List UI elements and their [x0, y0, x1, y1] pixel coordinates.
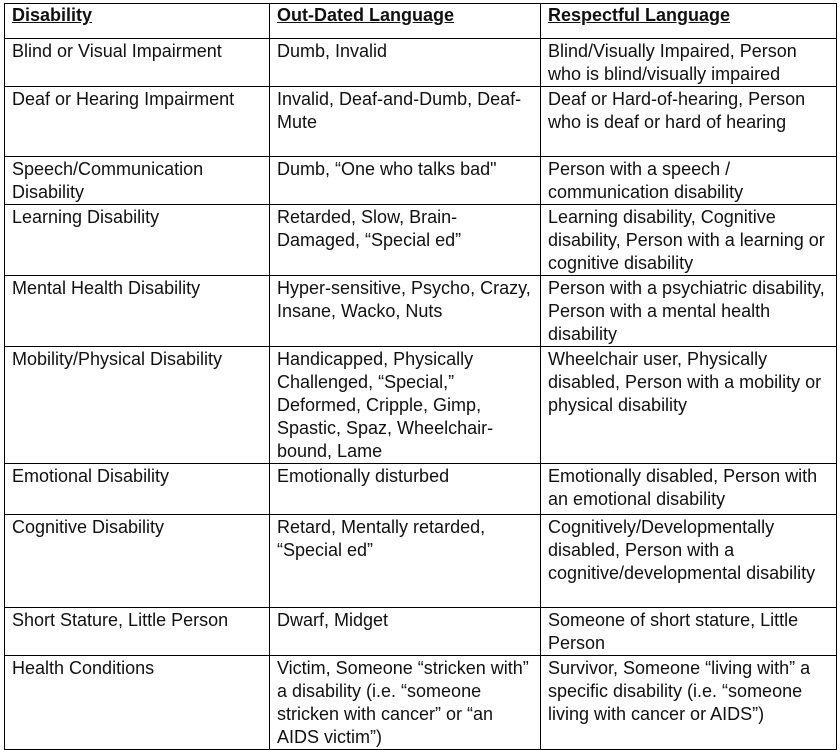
disability-cell: Emotional Disability: [5, 464, 270, 515]
disability-cell: Mental Health Disability: [5, 276, 270, 347]
disability-cell: Speech/Communication Disability: [5, 157, 270, 205]
table-row: [5, 608, 837, 656]
table-row: [5, 656, 837, 750]
disability-language-table: [4, 3, 837, 750]
respectful-cell: Blind/Visually Impaired, Person who is blind/visually impaired: [541, 39, 837, 87]
respectful-cell: Deaf or Hard-of-hearing, Person who is deaf or hard of hearing: [541, 87, 837, 157]
table-row: [5, 276, 837, 347]
outdated-cell: Dumb, Invalid: [270, 39, 541, 87]
disability-cell: Deaf or Hearing Impairment: [5, 87, 270, 157]
header-disability: Disability: [5, 4, 270, 39]
outdated-cell: Emotionally disturbed: [270, 464, 541, 515]
disability-cell: Cognitive Disability: [5, 515, 270, 608]
respectful-cell: Someone of short stature, Little Person: [541, 608, 837, 656]
respectful-cell: Wheelchair user, Physically disabled, Person with a mobility or physical disability: [541, 347, 837, 464]
outdated-cell: Dwarf, Midget: [270, 608, 541, 656]
respectful-cell: Survivor, Someone “living with” a specific disability (i.e. “someone living with cancer or AIDS”): [541, 656, 837, 750]
respectful-cell: Learning disability, Cognitive disability, Person with a learning or cognitive disability: [541, 205, 837, 276]
table-row: [5, 157, 837, 205]
outdated-cell: Handicapped, Physically Challenged, “Special,” Deformed, Cripple, Gimp, Spastic, Spaz, Wheelchair-bound, Lame: [270, 347, 541, 464]
outdated-cell: Victim, Someone “stricken with” a disability (i.e. “someone stricken with cancer” or “an AIDS victim”): [270, 656, 541, 750]
outdated-cell: Retarded, Slow, Brain-Damaged, “Special ed”: [270, 205, 541, 276]
table-row: [5, 39, 837, 87]
table-row: [5, 515, 837, 608]
header-row: [5, 4, 837, 39]
disability-cell: Mobility/Physical Disability: [5, 347, 270, 464]
respectful-cell: Person with a psychiatric disability, Person with a mental health disability: [541, 276, 837, 347]
disability-cell: Short Stature, Little Person: [5, 608, 270, 656]
respectful-cell: Emotionally disabled, Person with an emotional disability: [541, 464, 837, 515]
outdated-cell: Invalid, Deaf-and-Dumb, Deaf-Mute: [270, 87, 541, 157]
header-respectful-language: Respectful Language: [541, 4, 837, 39]
respectful-cell: Person with a speech / communication disability: [541, 157, 837, 205]
disability-cell: Learning Disability: [5, 205, 270, 276]
outdated-cell: Retard, Mentally retarded, “Special ed”: [270, 515, 541, 608]
table-row: [5, 464, 837, 515]
disability-cell: Blind or Visual Impairment: [5, 39, 270, 87]
table-row: [5, 347, 837, 464]
header-outdated-language: Out-Dated Language: [270, 4, 541, 39]
table-row: [5, 205, 837, 276]
outdated-cell: Dumb, “One who talks bad": [270, 157, 541, 205]
table-row: [5, 87, 837, 157]
outdated-cell: Hyper-sensitive, Psycho, Crazy, Insane, Wacko, Nuts: [270, 276, 541, 347]
disability-cell: Health Conditions: [5, 656, 270, 750]
respectful-cell: Cognitively/Developmentally disabled, Person with a cognitive/developmental disability: [541, 515, 837, 608]
